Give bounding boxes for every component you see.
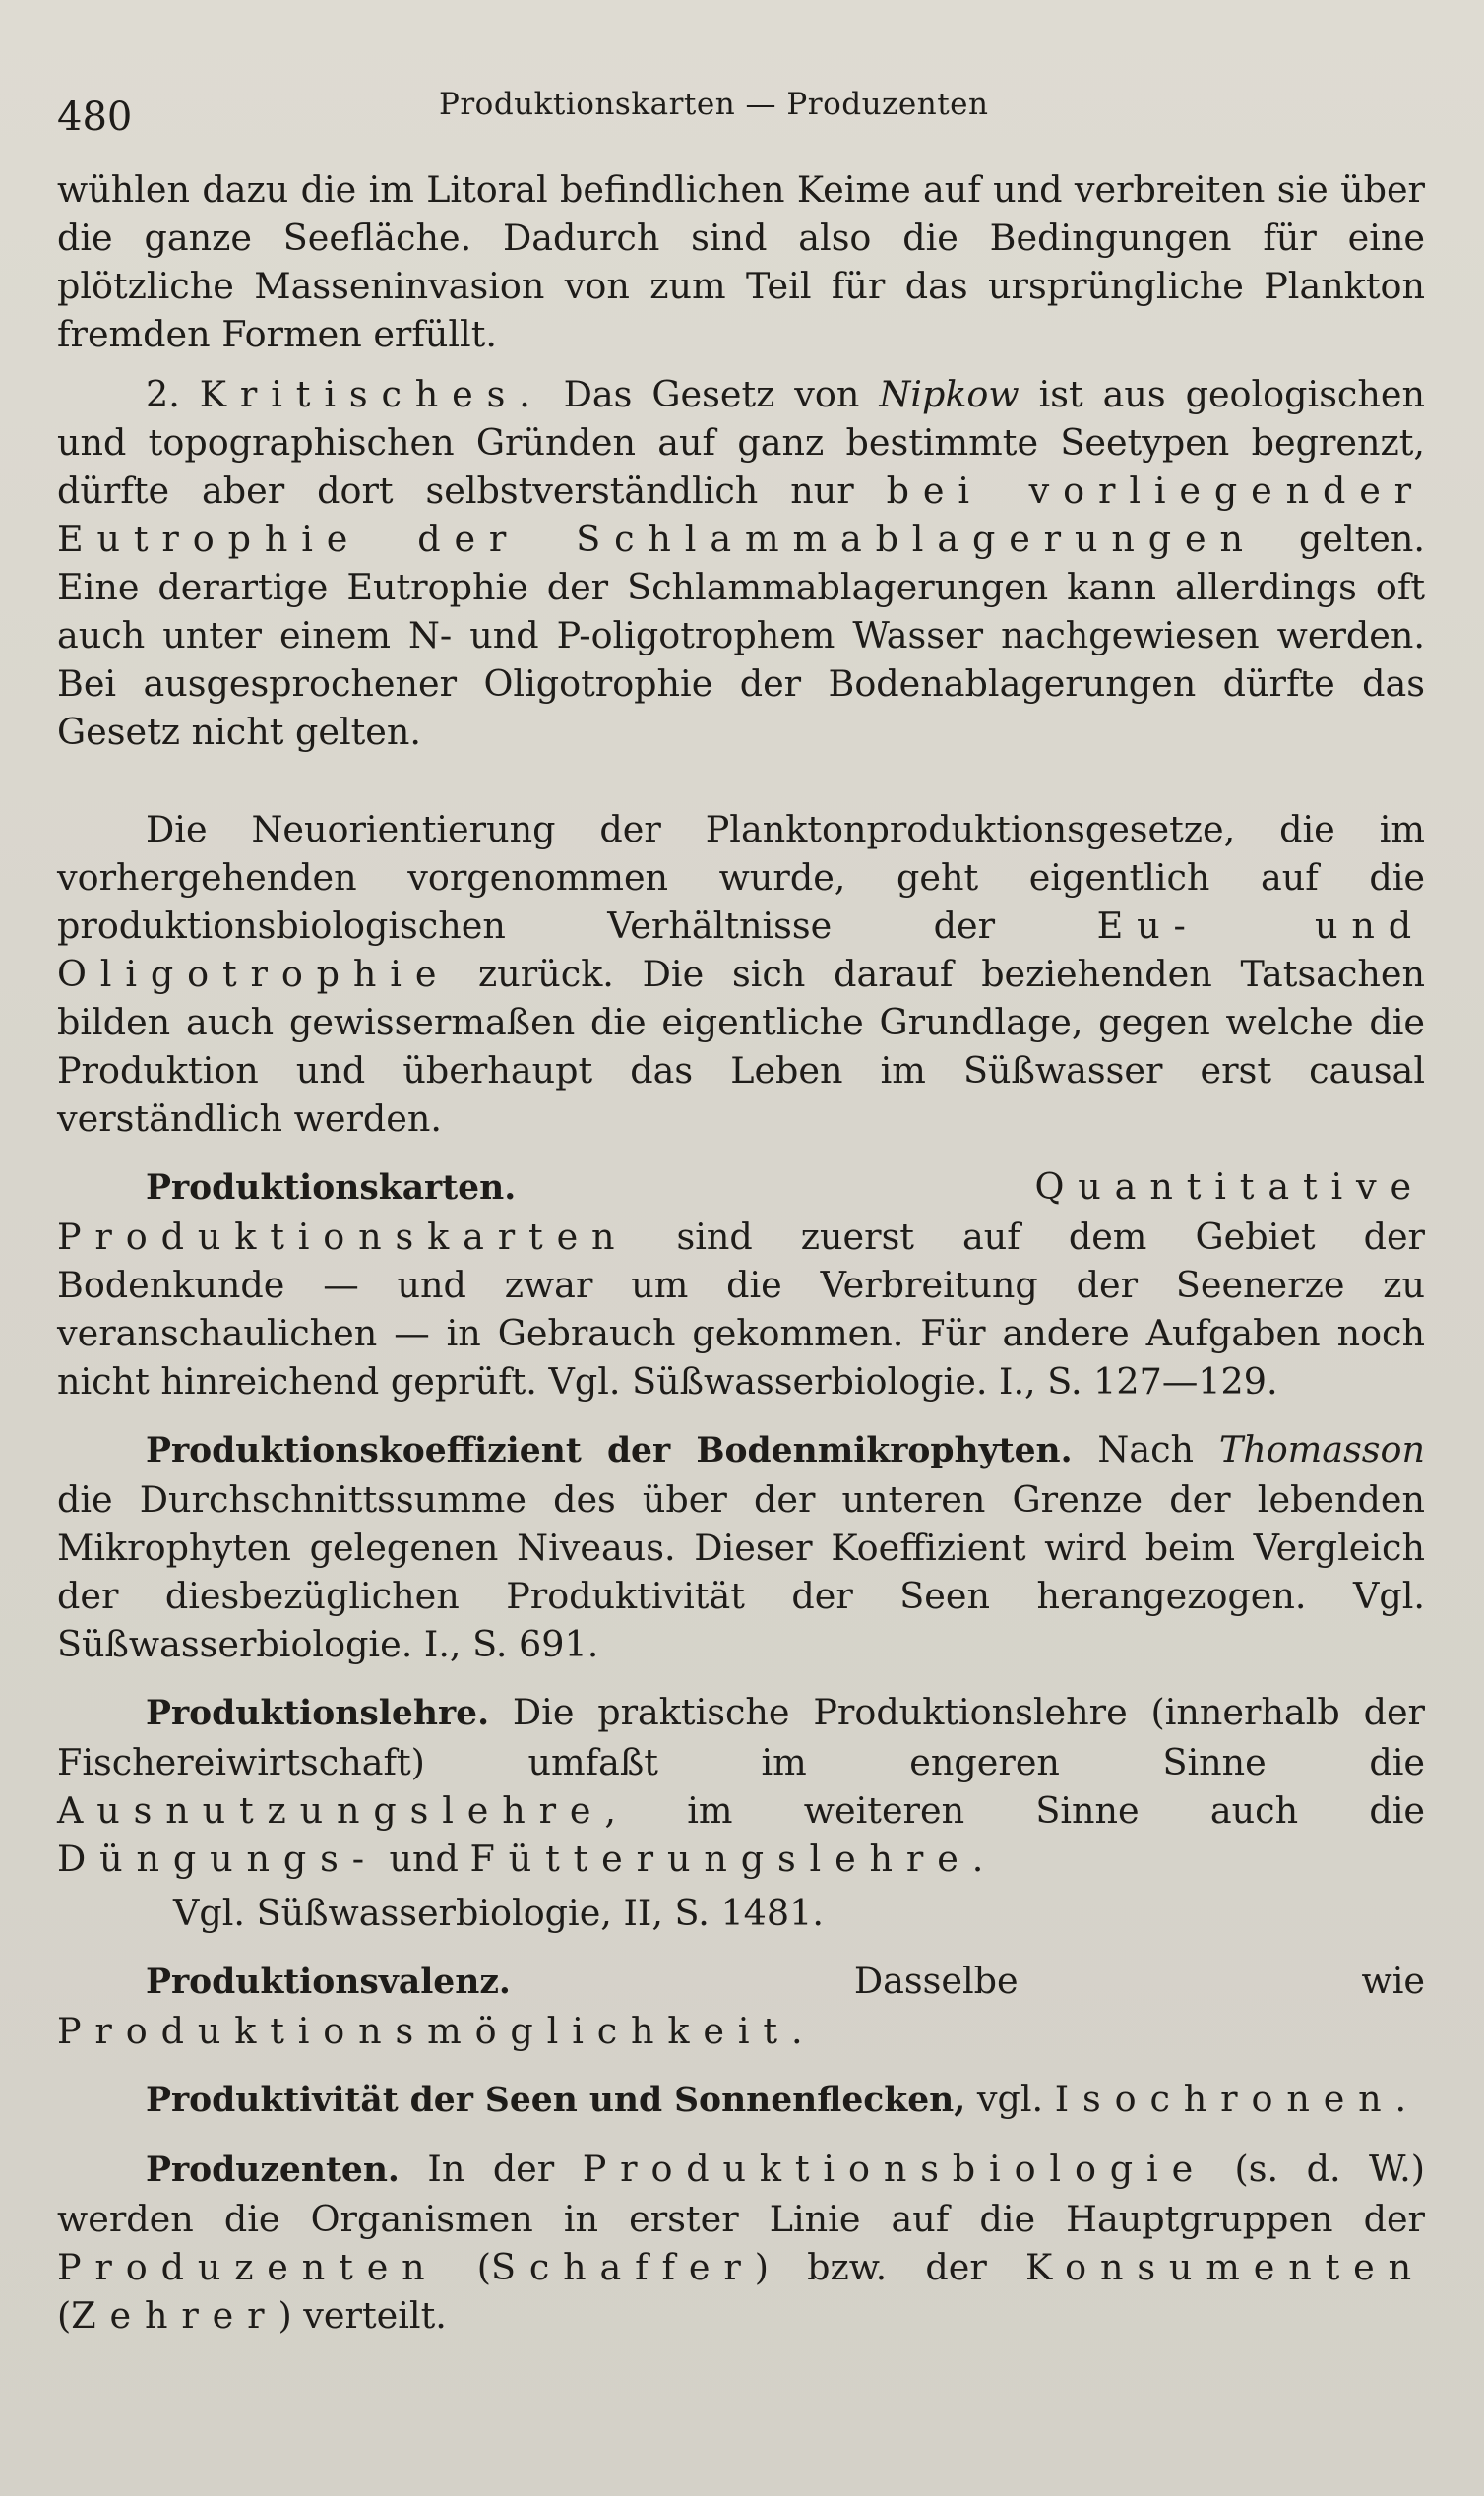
entry-produktivitaet: Produktivität der Seen und Sonnenflecken, vgl. Isochronen. xyxy=(146,2078,1407,2120)
kritisches-heading: Kritisches. xyxy=(199,373,544,415)
entry-produzenten: Produzenten. In der Produktionsbiologie (s. d. W.) werden die Organismen in erster Linie auf die Hauptgruppen der Produzenten (Schaffer) bzw. der Konsumenten (Zehrer) verteilt. xyxy=(57,2148,1426,2337)
paragraph-neuorientierung: Die Neuorientierung der Planktonproduktionsgesetze, die im vorhergehenden vorgenommen wurde, geht eigentlich auf die produktionsbiologischen Verhältnisse der Eu- und Oligotrophie zurück. Die sich darauf beziehenden Tatsachen bilden auch gewissermaßen die eigentliche Grundlage, gegen welche die Produktion und überhaupt das Leben im Süßwasser erst causal verständlich werden. xyxy=(57,808,1425,1140)
entry-produktionslehre: Produktionslehre. Die praktische Produktionslehre (innerhalb der Fischereiwirtschaft) umfaßt im engeren Sinne die Ausnutzungslehre, im weiteren Sinne auch die Düngungs- und Fütterungslehre. xyxy=(57,1691,1425,1880)
reference-line: Vgl. Süßwasserbiologie, II, S. 1481. xyxy=(173,1892,824,1934)
entry-produktionskoeffizient: Produktionskoeffizient der Bodenmikrophyten. Nach Thomasson die Durchschnittssumme des über der unteren Grenze der lebenden Mikrophyten gelegenen Niveaus. Dieser Koeffizient wird beim Vergleich der diesbezüglichen Produktivität der Seen herangezogen. Vgl. Süßwasserbiologie. I., S. 691. xyxy=(57,1428,1425,1665)
entry-term: Produktionskoeffizient der Bodenmikrophyten. xyxy=(146,1431,1073,1470)
entry-term: Produktionsvalenz. xyxy=(146,1963,511,2002)
author-nipkow: Nipkow xyxy=(879,373,1020,415)
paragraph-continuation: wühlen dazu die im Litoral befindlichen Keime auf und verbreiten sie über die ganze Seefläche. Dadurch sind also die Bedingungen für eine plötzliche Masseninvasion von zum Teil für das ursprüngliche Plankton fremden Formen erfüllt. xyxy=(57,168,1425,355)
entry-term: Produktionskarten. xyxy=(146,1168,517,1208)
entry-produktionskarten: Produktionskarten. Quantitative Produktionskarten sind zuerst auf dem Gebiet der Bodenkunde — und zwar um die Verbreitung der Seenerze zu veranschaulichen — in Gebrauch gekommen. Für andere Aufgaben noch nicht hinreichend geprüft. Vgl. Süßwasserbiologie. I., S. 127—129. xyxy=(57,1165,1425,1403)
entry-term: Produzenten. xyxy=(146,2151,400,2190)
entry-term: Produktivität der Seen und Sonnenflecken, xyxy=(146,2081,966,2120)
entry-produktionsvalenz: Produktionsvalenz. Dasselbe wie Produktionsmöglichkeit. xyxy=(57,1960,1425,2052)
page-number: 480 xyxy=(57,94,133,140)
author-thomasson: Thomasson xyxy=(1218,1428,1425,1470)
page-header xyxy=(57,79,1435,138)
paragraph-kritisches: 2. Kritisches. Das Gesetz von Nipkow ist aus geologischen und topographischen Gründen auf ganz bestimmte Seetypen begrenzt, dürfte aber dort selbstverständlich nur bei vorliegender Eutrophie der Schlammablagerungen gelten. Eine derartige Eutrophie der Schlammablagerungen kann allerdings oft auch unter einem N- und P-oligotrophem Wasser nachgewiesen werden. Bei ausgesprochener Oligotrophie der Bodenablagerungen dürfte das Gesetz nicht gelten. xyxy=(57,373,1425,753)
entry-term: Produktionslehre. xyxy=(146,1694,490,1733)
page-body xyxy=(57,165,1425,2340)
running-title: Produktionskarten — Produzenten xyxy=(439,87,989,122)
